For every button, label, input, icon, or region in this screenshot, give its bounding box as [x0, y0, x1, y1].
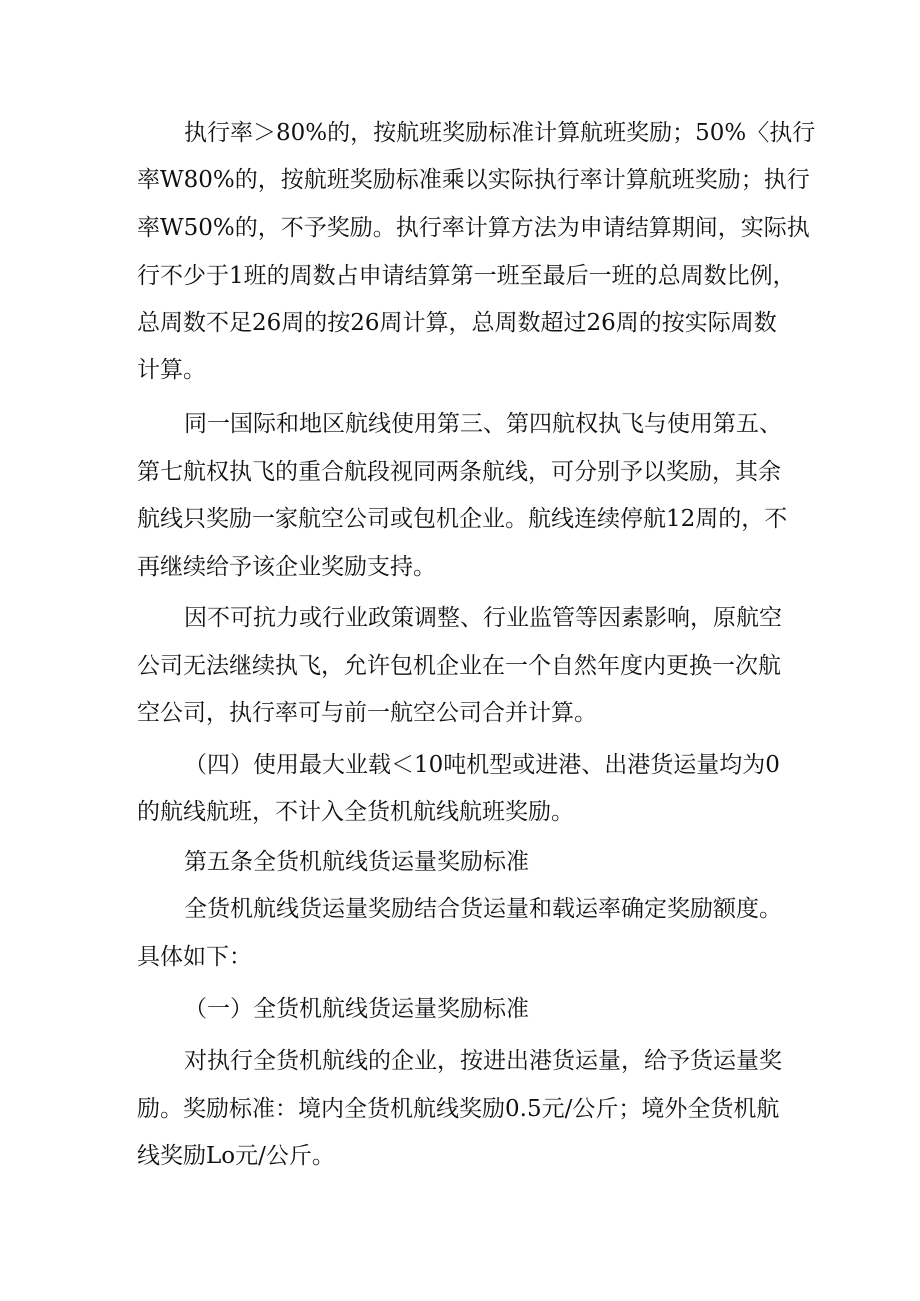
text-line: 第七航权执飞的重合航段视同两条航线，可分别予以奖励，其余	[137, 459, 781, 485]
text-line: 公司无法继续执飞，允许包机企业在一个自然年度内更换一次航	[137, 653, 781, 679]
text-line: 的航线航班，不计入全货机航线航班奖励。	[137, 799, 574, 825]
text-line: 全货机航线货运量奖励结合货运量和载运率确定奖励额度。	[184, 896, 782, 922]
text-line: 总周数不足26周的按26周计算，总周数超过26周的按实际周数	[137, 310, 777, 336]
text-line: 同一国际和地区航线使用第三、第四航权执飞与使用第五、	[184, 411, 782, 437]
text-line: 因不可抗力或行业政策调整、行业监管等因素影响，原航空	[184, 605, 782, 631]
text-line: 率W50%的，不予奖励。执行率计算方法为申请结算期间，实际执	[137, 215, 810, 241]
text-line: 线奖励Lo元/公斤。	[137, 1143, 335, 1169]
text-line: 计算。	[137, 357, 206, 383]
text-line: 执行率＞80%的，按航班奖励标准计算航班奖励；50%〈执行	[184, 120, 816, 146]
text-line: 航线只奖励一家航空公司或包机企业。航线连续停航12周的，不	[137, 506, 788, 532]
section-heading: 第五条全货机航线货运量奖励标准	[184, 849, 529, 875]
subsection-heading: （一）全货机航线货运量奖励标准	[184, 996, 529, 1022]
text-line: 具体如下：	[137, 944, 252, 970]
text-line: 行不少于1班的周数占申请结算第一班至最后一班的总周数比例，	[137, 263, 796, 289]
text-line: 励。奖励标准：境内全货机航线奖励0.5元/公斤；境外全货机航	[137, 1096, 780, 1122]
text-line: 空公司，执行率可与前一航空公司合并计算。	[137, 700, 597, 726]
text-line: 对执行全货机航线的企业，按进出港货运量，给予货运量奖	[184, 1048, 782, 1074]
text-line: （四）使用最大业载＜10吨机型或进港、出港货运量均为0	[184, 752, 780, 778]
text-line: 再继续给予该企业奖励支持。	[137, 554, 436, 580]
text-line: 率W80%的，按航班奖励标准乘以实际执行率计算航班奖励；执行	[137, 167, 810, 193]
